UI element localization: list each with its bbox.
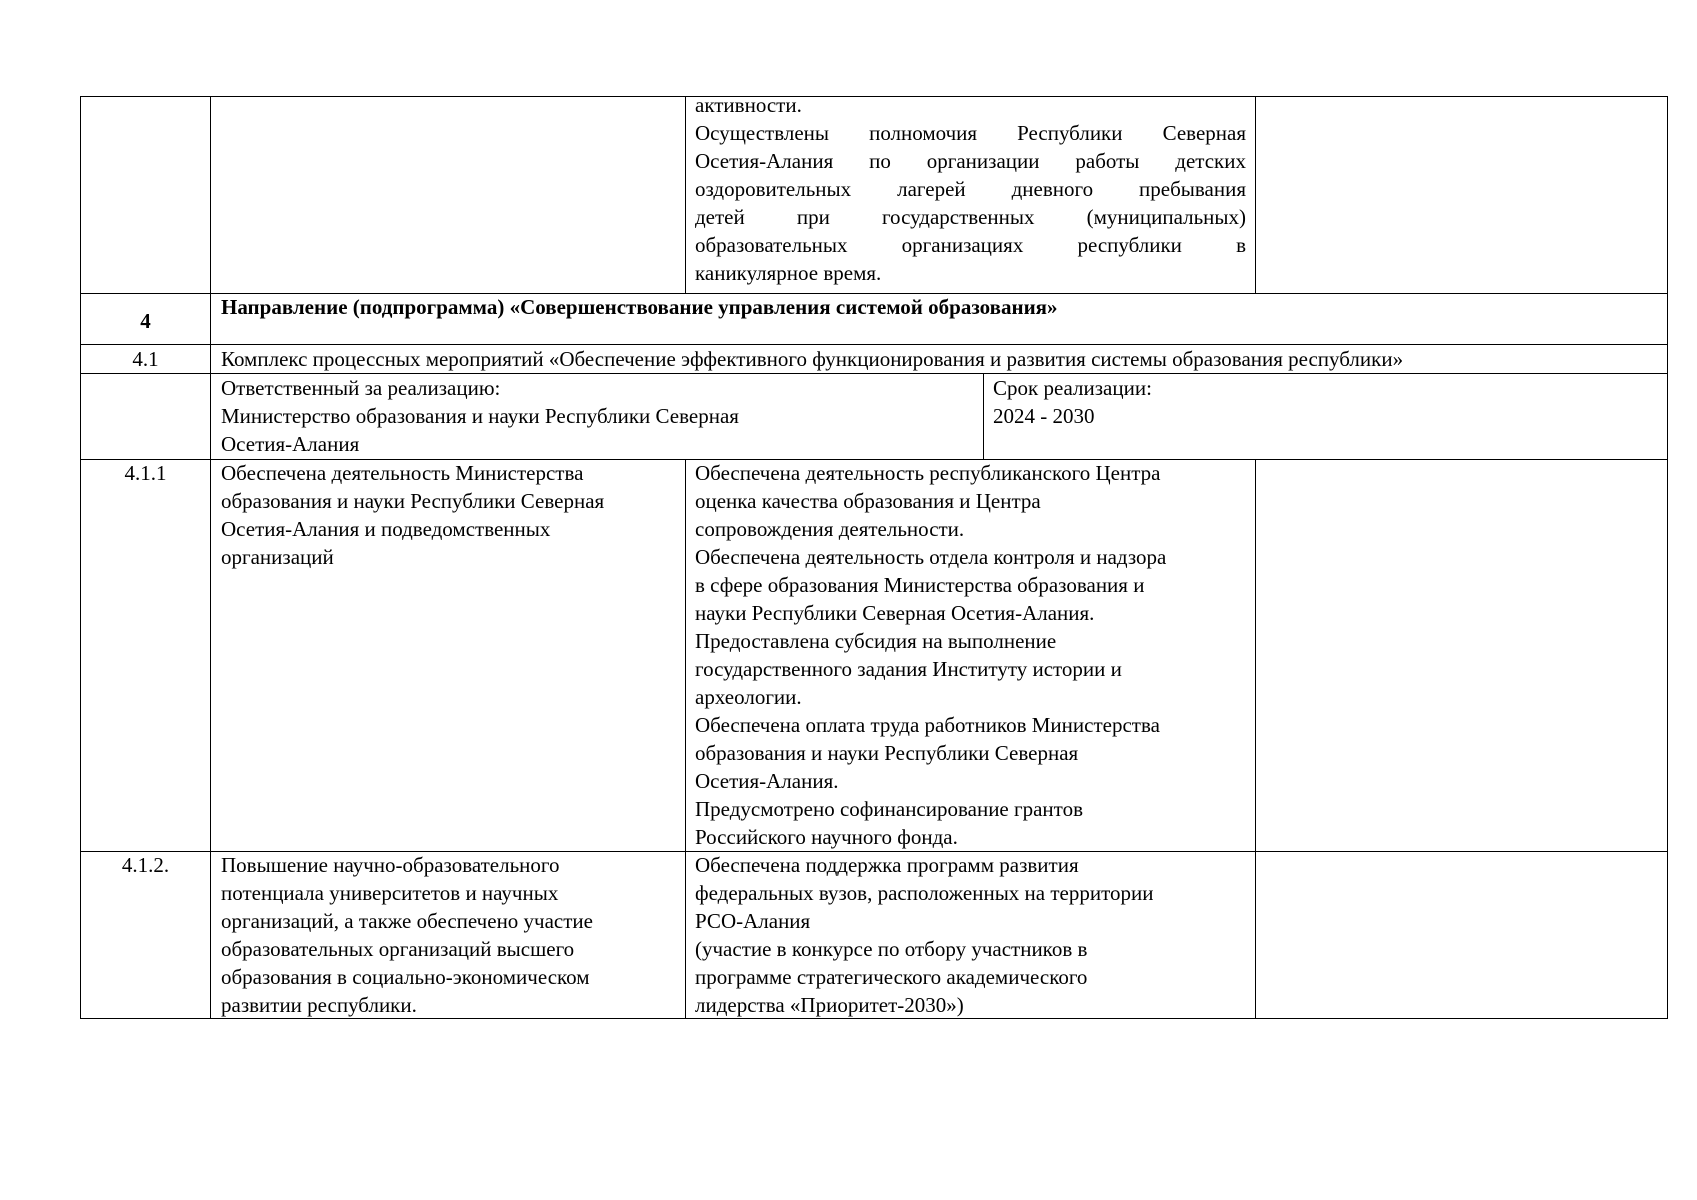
term-label: Срок реализации: bbox=[993, 376, 1152, 400]
task-cell bbox=[221, 851, 681, 1019]
text-line: Обеспечена деятельность отдела контроля и надзора bbox=[695, 545, 1167, 569]
col-divider bbox=[685, 459, 686, 1018]
text-line: лидерства «Приоритет-2030») bbox=[695, 993, 964, 1017]
col-divider bbox=[685, 97, 686, 293]
text-line: федеральных вузов, расположенных на территории bbox=[695, 881, 1154, 905]
result-cell bbox=[695, 459, 1251, 851]
text-line: Обеспечена деятельность республиканского Центра bbox=[695, 461, 1161, 485]
text-line: образования и науки Республики Северная bbox=[695, 741, 1079, 765]
text-line: организаций bbox=[221, 545, 334, 569]
row-number: 4.1.2. bbox=[121, 853, 170, 877]
text-line: Обеспечена поддержка программ развития bbox=[695, 853, 1079, 877]
task-cell bbox=[221, 459, 681, 571]
responsible-cell bbox=[221, 374, 981, 458]
text-line: Осетия-Алания и подведомственных bbox=[221, 517, 551, 541]
text-line: каникулярное время. bbox=[695, 261, 882, 285]
continued-result-cell bbox=[695, 91, 1246, 287]
col-divider bbox=[1255, 459, 1256, 1018]
text-line: оздоровительных лагерей дневного пребывания bbox=[695, 177, 1246, 201]
text-line: образовательных организациях республики в bbox=[695, 233, 1246, 257]
text-line: Повышение научно-образовательного bbox=[221, 853, 560, 877]
responsible-value: Министерство образования и науки Республики Северная bbox=[221, 404, 739, 428]
text-line: Российского научного фонда. bbox=[695, 825, 958, 849]
text-line: государственного задания Институту истории и bbox=[695, 657, 1122, 681]
text-line: активности. bbox=[695, 93, 802, 117]
text-line: образовательных организаций высшего bbox=[221, 937, 575, 961]
col-divider bbox=[210, 97, 211, 1018]
col-divider bbox=[983, 373, 984, 459]
text-line: Предоставлена субсидия на выполнение bbox=[695, 629, 1057, 653]
text-line: Обеспечена оплата труда работников Министерства bbox=[695, 713, 1160, 737]
text-line: Осетия-Алания. bbox=[695, 769, 839, 793]
text-line: Предусмотрено софинансирование грантов bbox=[695, 797, 1083, 821]
responsible-label: Ответственный за реализацию: bbox=[221, 376, 501, 400]
text-line: Осетия-Алания по организации работы детских bbox=[695, 149, 1246, 173]
row-number: 4.1.1 bbox=[124, 461, 167, 485]
row-number: 4 bbox=[140, 309, 151, 333]
row-number: 4.1 bbox=[132, 347, 159, 371]
text-line: оценка качества образования и Центра bbox=[695, 489, 1041, 513]
responsible-value: Осетия-Алания bbox=[221, 432, 360, 456]
text-line: Осуществлены полномочия Республики Северная bbox=[695, 121, 1246, 145]
text-line: программе стратегического академического bbox=[695, 965, 1088, 989]
text-line: в сфере образования Министерства образования и bbox=[695, 573, 1145, 597]
term-cell bbox=[993, 374, 1653, 430]
text-line: организаций, а также обеспечено участие bbox=[221, 909, 593, 933]
term-value: 2024 - 2030 bbox=[993, 404, 1095, 428]
text-line: потенциала университетов и научных bbox=[221, 881, 559, 905]
plan-table bbox=[80, 93, 1668, 1019]
subprogram-title: Направление (подпрограмма) «Совершенствование управления системой образования» bbox=[221, 295, 1058, 319]
text-line: сопровождения деятельности. bbox=[695, 517, 965, 541]
text-line: РСО-Алания bbox=[695, 909, 811, 933]
text-line: образования и науки Республики Северная bbox=[221, 489, 605, 513]
text-line: археологии. bbox=[695, 685, 802, 709]
text-line: Обеспечена деятельность Министерства bbox=[221, 461, 584, 485]
text-line: науки Республики Северная Осетия-Алания. bbox=[695, 601, 1095, 625]
text-line: детей при государственных (муниципальных) bbox=[695, 205, 1246, 229]
text-line: образования в социально-экономическом bbox=[221, 965, 590, 989]
text-line: (участие в конкурсе по отбору участников в bbox=[695, 937, 1088, 961]
col-divider bbox=[1255, 97, 1256, 293]
result-cell bbox=[695, 851, 1251, 1019]
text-line: развитии республики. bbox=[221, 993, 417, 1017]
complex-title: Комплекс процессных мероприятий «Обеспечение эффективного функционирования и развития системы образования республики» bbox=[221, 347, 1404, 371]
